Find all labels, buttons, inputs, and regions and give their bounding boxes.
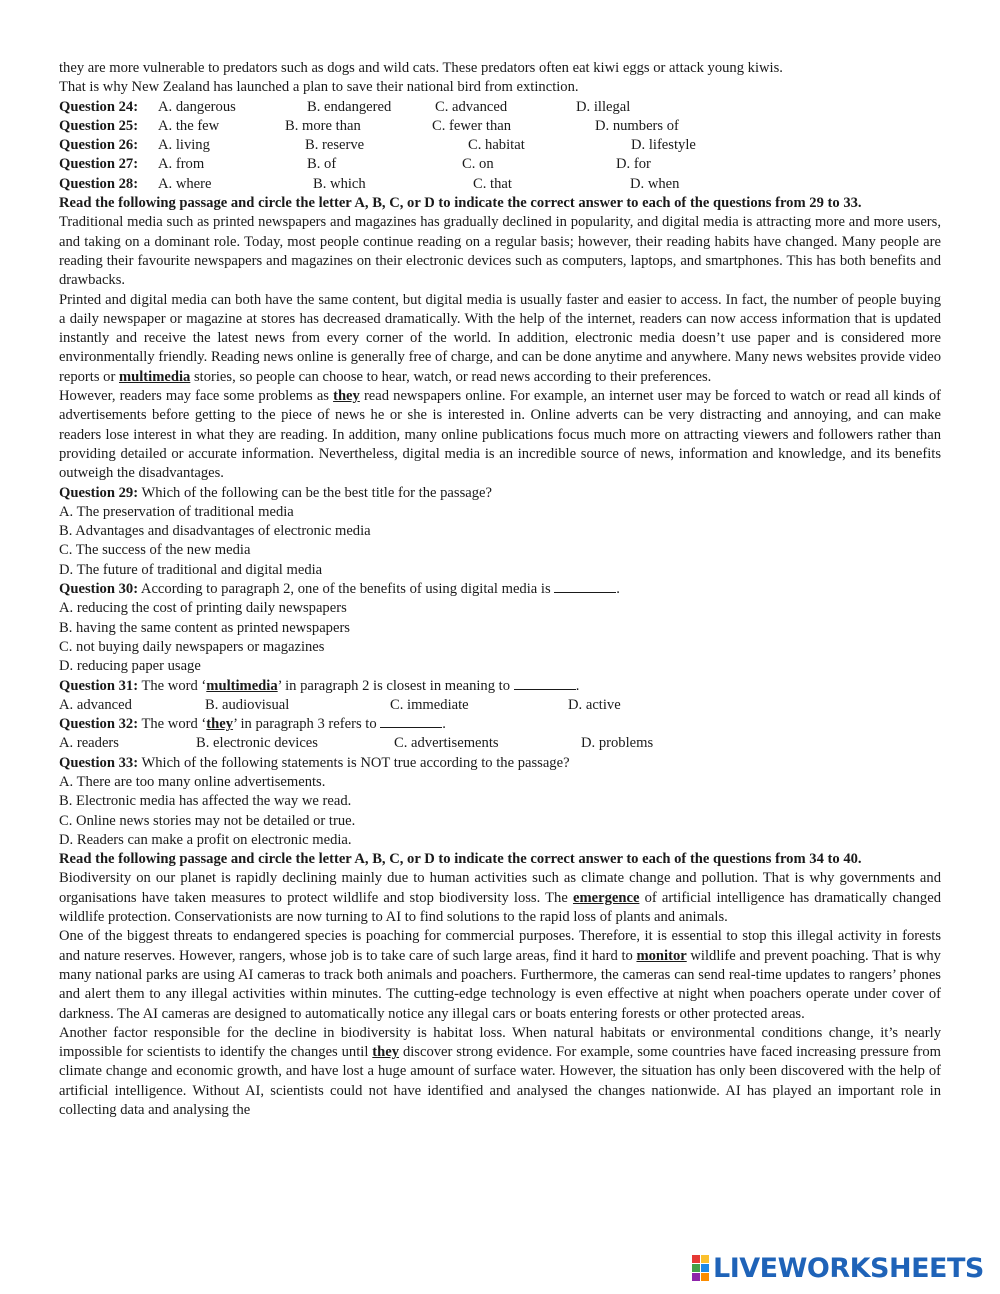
- option-c[interactable]: C. that: [473, 175, 512, 192]
- option-d[interactable]: D. lifestyle: [631, 137, 696, 154]
- text: of artificial intelligence has dramatically changed wildlife protection. Conservationists are now turning to AI to find solutions to the rapid loss of plants and animals.: [59, 889, 941, 926]
- question-label: Question 30:: [59, 581, 139, 598]
- logo-icon: [692, 1255, 709, 1281]
- option-c[interactable]: C. Online news stories may not be detailed or true.: [59, 812, 356, 829]
- text: However, readers may face some problems as: [59, 388, 334, 405]
- question-32-options: [59, 734, 941, 753]
- keyword-multimedia: multimedia: [118, 368, 191, 385]
- option-c[interactable]: C. fewer than: [432, 117, 512, 134]
- option-a[interactable]: A. living: [158, 137, 210, 154]
- question-text: ’ in paragraph 2 is closest in meaning to: [277, 677, 511, 694]
- question-label: Question 31:: [59, 677, 139, 694]
- option-d[interactable]: D. active: [568, 696, 621, 713]
- passage-paragraph-2: [59, 291, 941, 387]
- option-d[interactable]: D. Readers can make a profit on electronic media.: [59, 831, 352, 848]
- option-b[interactable]: B. Electronic media has affected the way we read.: [59, 793, 352, 810]
- option-d[interactable]: D. numbers of: [595, 117, 679, 134]
- option-a[interactable]: A. advanced: [59, 696, 132, 713]
- text: stories, so people can choose to hear, watch, or read news according to their preferences.: [190, 368, 712, 385]
- passage-paragraph-3: [59, 387, 941, 483]
- question-label: Question 33:: [59, 754, 139, 771]
- option-c[interactable]: C. habitat: [468, 137, 525, 154]
- option-b[interactable]: B. having the same content as printed newspapers: [59, 619, 350, 636]
- option-b[interactable]: B. reserve: [305, 137, 365, 154]
- option-a[interactable]: A. dangerous: [158, 98, 236, 115]
- option-a[interactable]: A. readers: [59, 735, 119, 752]
- text: Printed and digital media can both have the same content, but digital media is usually faster and easier to access. In fact, the number of people buying a daily newspaper or magazine at stores has decreased dramatically. With the help of the internet, readers can now access information that is updated instantly and receive the latest news from every corner of the world. In addition, electronic media doesn’t use paper and is considered more environmentally friendly. Reading news online is generally free of charge, and can be done anytime and anywhere. Many news websites provide video reports or: [59, 291, 941, 385]
- question-31: Question 31: The word ‘multimedia’ in paragraph 2 is closest in meaning to .: [59, 677, 580, 694]
- option-b[interactable]: B. electronic devices: [196, 735, 318, 752]
- option-d[interactable]: D. for: [616, 156, 651, 173]
- option-c[interactable]: C. not buying daily newspapers or magazines: [59, 638, 325, 655]
- question-label: Question 25:: [59, 117, 139, 134]
- passage-paragraph-1: Traditional media such as printed newspapers and magazines has gradually declined in popularity, and digital media is attracting more and more users, and taking on a dominant role. Today, most people continue reading on a regular basis; however, their reading habits have changed. Many people are reading their favourite newspapers and magazines on their electronic devices such as computers, laptops, and smartphones. This has both benefits and drawbacks.: [59, 214, 941, 289]
- option-c[interactable]: C. The success of the new media: [59, 542, 251, 559]
- cloze-question-25: [59, 117, 941, 136]
- answer-blank[interactable]: [380, 715, 442, 728]
- liveworksheets-logo: [692, 1253, 984, 1283]
- text: discover strong evidence. For example, some countries have faced increasing pressure from climate change and economic growth, and have lost a huge amount of surface water. However, the situation has only been discovered with the help of artificial intelligence. Without AI, scientists could not have identified and analysed the changes nationwide. AI has played an important role in collecting data and analysing the: [59, 1044, 941, 1119]
- option-d[interactable]: D. reducing paper usage: [59, 658, 201, 675]
- option-d[interactable]: D. The future of traditional and digital media: [59, 561, 323, 578]
- option-a[interactable]: A. from: [158, 156, 205, 173]
- text: wildlife and prevent poaching. That is why many national parks are using AI cameras to track both animals and poachers. Furthermore, the cameras can send real-time updates to rangers’ phones and alert them to any illegal activities within minutes. The cutting-edge technology is even effective at night when poachers operate under cover of darkness. The AI cameras are designed to automatically notice any illegal cars or boats entering forests or other protected areas.: [59, 947, 941, 1022]
- question-text: The word ‘: [141, 677, 207, 694]
- passage-paragraph-2: [59, 927, 941, 1023]
- option-c[interactable]: C. immediate: [390, 696, 469, 713]
- option-d[interactable]: D. illegal: [576, 98, 631, 115]
- option-a[interactable]: A. where: [158, 175, 212, 192]
- option-a[interactable]: A. the few: [158, 117, 220, 134]
- option-c[interactable]: C. advertisements: [394, 735, 499, 752]
- logo-wordmark: LIVEWORKSHEETS: [713, 1252, 984, 1284]
- intro-line: That is why New Zealand has launched a plan to save their national bird from extinction.: [59, 79, 579, 96]
- option-b[interactable]: B. audiovisual: [205, 696, 290, 713]
- passage-paragraph-3: [59, 1024, 941, 1120]
- question-30: Question 30: According to paragraph 2, one of the benefits of using digital media is .: [59, 581, 620, 598]
- intro-line: they are more vulnerable to predators such as dogs and wild cats. These predators often eat kiwi eggs or attack young kiwis.: [59, 60, 783, 76]
- keyword-they: they: [333, 388, 360, 405]
- question-text: Which of the following can be the best title for the passage?: [141, 484, 492, 501]
- text: read newspapers online. For example, an internet user may be forced to watch or read all kinds of advertisements before getting to the piece of news he or she is interested in. Online adverts can be very distracting and annoying, and can make readers lose interest in what they are reading. In addition, many online publications focus much more on attracting viewers and followers rather than providing detailed or accurate information. Nevertheless, digital media is an incredible source of news, information and knowledge, and its benefits outweigh the disadvantages.: [59, 388, 941, 482]
- option-d[interactable]: D. problems: [581, 735, 654, 752]
- question-label: Question 26:: [59, 137, 139, 154]
- option-a[interactable]: A. reducing the cost of printing daily newspapers: [59, 600, 347, 617]
- cloze-question-27: [59, 155, 941, 174]
- option-b[interactable]: B. endangered: [307, 98, 392, 115]
- section-instruction: Read the following passage and circle the letter A, B, C, or D to indicate the correct answer to each of the questions from 34 to 40.: [59, 851, 862, 868]
- option-b[interactable]: B. which: [313, 175, 366, 192]
- question-32: Question 32: The word ‘they’ in paragraph 3 refers to .: [59, 716, 446, 733]
- question-label: Question 27:: [59, 156, 139, 173]
- section-instruction: Read the following passage and circle the letter A, B, C, or D to indicate the correct answer to each of the questions from 29 to 33.: [59, 195, 862, 212]
- question-label: Question 24:: [59, 98, 139, 115]
- cloze-question-24: [59, 98, 941, 117]
- question-33: [59, 754, 941, 773]
- keyword-monitor: monitor: [636, 947, 687, 964]
- keyword-they: they: [372, 1044, 400, 1061]
- option-b[interactable]: B. Advantages and disadvantages of electronic media: [59, 523, 371, 540]
- cloze-question-26: [59, 136, 941, 155]
- option-d[interactable]: D. when: [630, 175, 680, 192]
- question-label: Question 32:: [59, 716, 139, 733]
- worksheet-page: [59, 59, 941, 1120]
- option-c[interactable]: C. on: [462, 156, 494, 173]
- keyword-they: they: [206, 716, 234, 733]
- passage-paragraph-1: [59, 869, 941, 927]
- option-c[interactable]: C. advanced: [435, 98, 508, 115]
- cloze-question-28: [59, 175, 941, 194]
- text: Another factor responsible for the decline in biodiversity is habitat loss. When natural habitats or environmental conditions change, it’s nearly impossible for scientists to identify the changes until: [59, 1024, 941, 1061]
- text: One of the biggest threats to endangered species is poaching for commercial purposes. Therefore, it is essential to stop this illegal activity in forests and nature reserves. However, rangers, whose job is to take care of such large areas, find it hard to: [59, 928, 941, 964]
- question-text: According to paragraph 2, one of the benefits of using digital media is: [140, 581, 551, 598]
- keyword-emergence: emergence: [572, 889, 640, 906]
- question-label: Question 29:: [59, 484, 139, 501]
- option-a[interactable]: A. There are too many online advertisements.: [59, 773, 326, 790]
- question-text: Which of the following statements is NOT true according to the passage?: [141, 754, 570, 771]
- question-label: Question 28:: [59, 175, 139, 192]
- question-29: [59, 484, 941, 503]
- keyword-multimedia: multimedia: [206, 677, 278, 694]
- answer-blank[interactable]: [554, 580, 616, 593]
- option-b[interactable]: B. of: [307, 156, 337, 173]
- option-b[interactable]: B. more than: [285, 117, 361, 134]
- text: Biodiversity on our planet is rapidly declining mainly due to human activities such as climate change and pollution. That is why governments and organisations have taken measures to protect wildlife and stop biodiversity loss. The: [59, 870, 941, 906]
- answer-blank[interactable]: [514, 677, 576, 690]
- question-text: The word ‘: [141, 716, 207, 733]
- question-31-options: [59, 696, 941, 715]
- question-text: ’ in paragraph 3 refers to: [233, 716, 377, 733]
- option-a[interactable]: A. The preservation of traditional media: [59, 503, 294, 520]
